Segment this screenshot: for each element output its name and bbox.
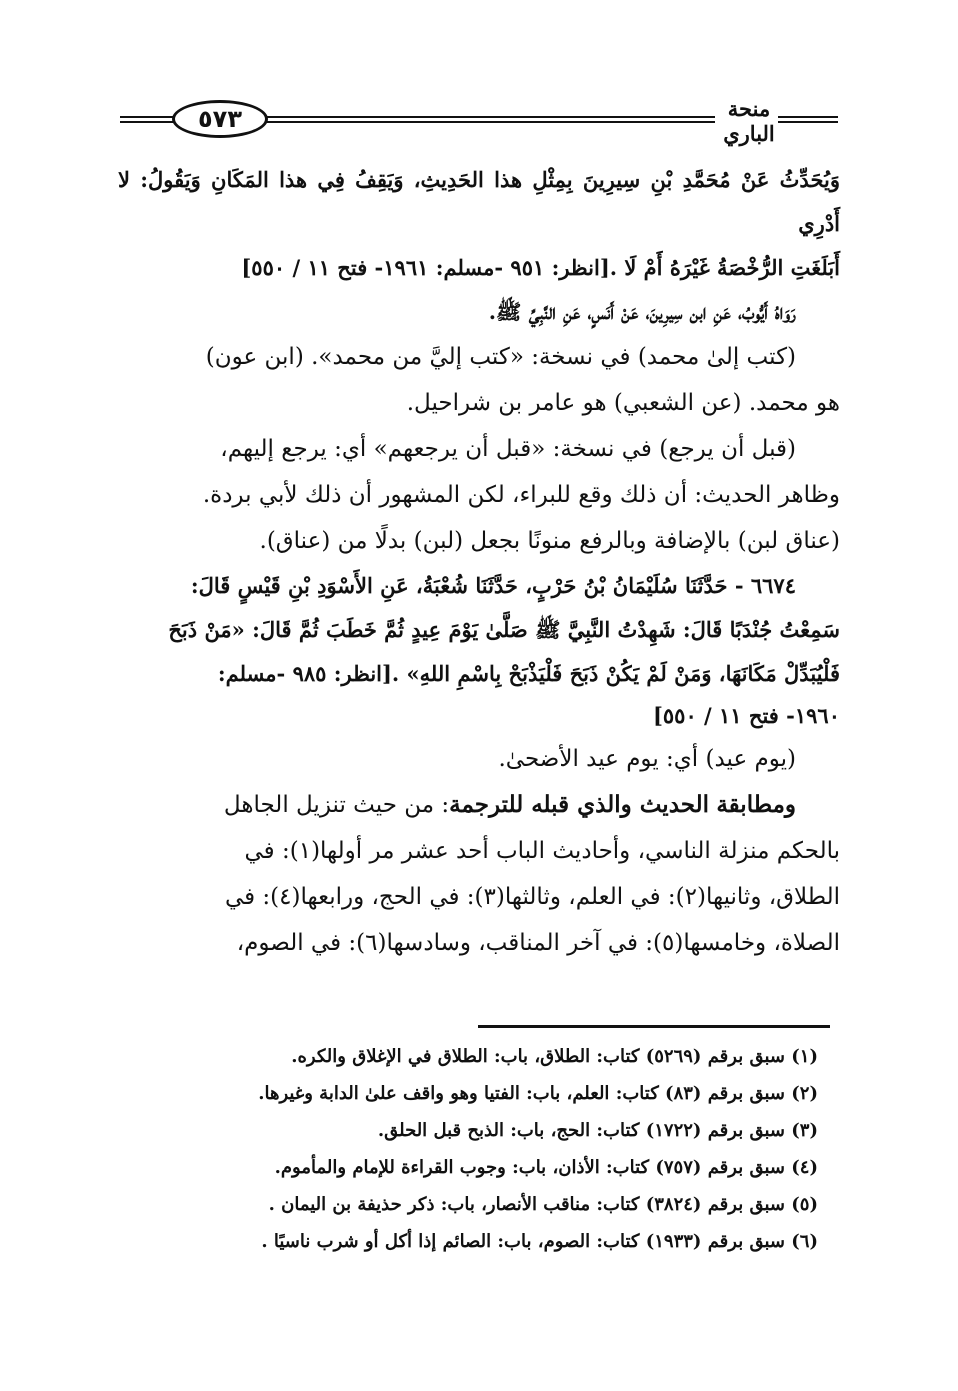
header-rule-middle bbox=[260, 116, 715, 123]
text-line: (قبل أن يرجع) في نسخة: «قبل أن يرجعهم» أي: يرجع إليهم، bbox=[220, 436, 796, 462]
text-line: وَيُحَدِّثُ عَنْ مُحَمَّدِ بْنِ سِيرِينَ بِمِثْلِ هذا الحَدِيثِ، وَيَقِفُ فِي هذا المَكَانِ وَيَقُولُ: لا أَدْرِي bbox=[118, 167, 840, 236]
footnote: (٥) سبق برقم (٣٨٢٤) كتاب: مناقب الأنصار، باب: ذكر حذيفة بن اليمان . bbox=[268, 1194, 818, 1215]
footnote: (٢) سبق برقم (٨٣) كتاب: العلم، باب: الفتيا وهو واقف علىٰ الدابة وغيرها. bbox=[258, 1083, 818, 1104]
hadith-line: سَمِعْتُ جُنْدَبًا قَالَ: شَهِدْتُ النَّبِيَّ ﷺ صَلَّىٰ يَوْمَ عِيدٍ ثُمَّ خَطَبَ ثُمَّ قَالَ: «مَنْ ذَبَحَ bbox=[168, 617, 840, 642]
text-line: الطلاق، وثانيها(٢): في العلم، وثالثها(٣): في الحج، ورابعها(٤): في bbox=[224, 884, 840, 910]
bold-lead: ومطابقة bbox=[716, 791, 796, 818]
header-rule-left bbox=[120, 116, 180, 123]
text-line: هو محمد. (عن الشعبي) هو عامر بن شراحيل. bbox=[406, 390, 840, 416]
text-line: بالحكم منزلة الناسي، وأحاديث الباب أحد عشر مر أولها(١): في bbox=[244, 838, 840, 864]
text-line bbox=[118, 782, 840, 828]
text-line: (عناق لبن) بالإضافة وبالرفع منونًا بجعل (لبن) بدلًا من (عناق). bbox=[259, 528, 840, 554]
footnote: (٦) سبق برقم (١٩٣٣) كتاب: الصوم، باب: الصائم إذا أكل أو شرب ناسيًا . bbox=[261, 1231, 818, 1252]
text-line: (يوم عيد) أي: يوم عيد الأضحىٰ. bbox=[498, 746, 796, 772]
page-number: ٥٧٣ bbox=[172, 100, 268, 138]
text-line: أَبَلَغَتِ الرُّخْصَةُ غَيْرَهُ أَمْ لَا .[انظر: ٩٥١ -مسلم: ١٩٦١- فتح ١١ / ٥٥٠] bbox=[241, 255, 840, 280]
text-line: رَوَاهُ أَيُّوبُ، عَنِ ابن سِيرِينَ، عَنْ أَنَسٍ، عَنِ النَّبِيِّ ﷺ. bbox=[488, 299, 796, 324]
bold-heading: الحديث والذي قبله للترجمة bbox=[449, 791, 710, 818]
footnotes bbox=[120, 1038, 836, 1260]
footnote: (٤) سبق برقم (٧٥٧) كتاب: الأذان، باب: وجوب القراءة للإمام والمأموم. bbox=[274, 1157, 818, 1178]
page-header bbox=[120, 96, 840, 154]
footnote: (٣) سبق برقم (١٧٢٢) كتاب: الحج، باب: الذبح قبل الحلق. bbox=[377, 1120, 818, 1141]
footnote-separator bbox=[478, 1025, 830, 1028]
hadith-line: ٦٦٧٤ - حَدَّثَنَا سُلَيْمَانُ بْنُ حَرْبٍ، حَدَّثَنَا شُعْبَةُ، عَنِ الأَسْوَدِ بْنِ قَيْسٍ قَالَ: bbox=[190, 573, 796, 598]
text-line: وظاهر الحديث: أن ذلك وقع للبراء، لكن المشهور أن ذلك لأبي بردة. bbox=[202, 482, 840, 508]
text-line: (كتب إلىٰ محمد) في نسخة: «كتب إليَّ من محمد». (ابن عون) bbox=[205, 344, 796, 370]
hadith-line: فَلْيُبَدِّلْ مَكَانَهَا، وَمَنْ لَمْ يَكُنْ ذَبَحَ فَلْيَذْبَحْ بِاسْمِ اللهِ» .[انظر: ٩٨٥ -مسلم: bbox=[217, 661, 840, 686]
text-span: : من حيث تنزيل الجاهل bbox=[223, 792, 450, 818]
footnote: (١) سبق برقم (٥٢٦٩) كتاب: الطلاق، باب: الطلاق في الإغلاق والكره. bbox=[291, 1046, 818, 1067]
header-rule-right bbox=[778, 116, 838, 123]
main-text bbox=[118, 158, 840, 966]
hadith-line: ١٩٦٠- فتح ١١ / ٥٥٠] bbox=[652, 703, 840, 728]
running-title: منحة الباري bbox=[723, 96, 775, 146]
text-line: الصلاة، وخامسها(٥): في آخر المناقب، وسادسها(٦): في الصوم، bbox=[236, 930, 840, 956]
